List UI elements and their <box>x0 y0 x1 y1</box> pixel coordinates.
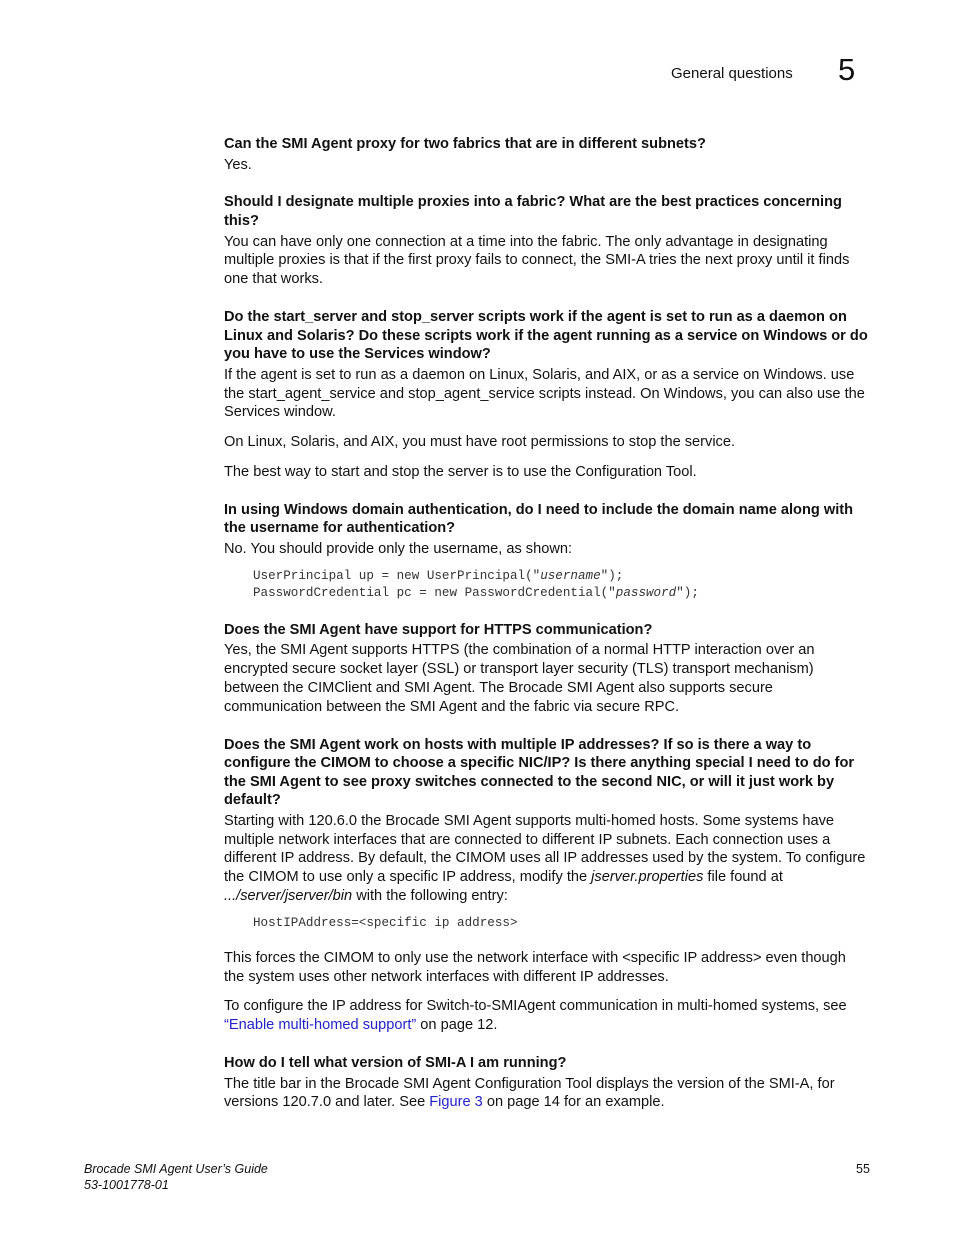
faq-question: In using Windows domain authentication, do I need to include the domain name along with the username for authentication? <box>224 501 854 537</box>
faq-answer: Starting with 120.6.0 the Brocade SMI Agent supports multi-homed hosts. Some systems have multiple network interfaces that are connected to different IP subnets. Each connection uses a different IP address. By default, the CIMOM uses all IP addresses used by the system. To configure the CIMOM to use only a specific IP address, modify the jserver.properties file found at .../server/jserver/bin with the following entry: <box>224 812 866 905</box>
link-enable-multi-homed-support[interactable]: “Enable multi-homed support” <box>224 1017 417 1034</box>
faq-question: Does the SMI Agent have support for HTTPS communication? <box>224 621 653 638</box>
faq-answer: The title bar in the Brocade SMI Agent Configuration Tool displays the version of the SMI-A, for versions 120.7.0 and later. See Figure 3 on page 14 for an example. <box>224 1075 835 1111</box>
code-block: HostIPAddress=<specific ip address> <box>253 915 518 930</box>
faq-answer: To configure the IP address for Switch-to-SMIAgent communication in multi-homed systems, see “Enable multi-homed support” on page 12. <box>224 998 847 1034</box>
faq-answer: The best way to start and stop the server is to use the Configuration Tool. <box>224 463 697 480</box>
faq-question: Does the SMI Agent work on hosts with multiple IP addresses? If so is there a way to configure the CIMOM to choose a specific NIC/IP? Is there anything special I need to do for the SMI Agent to see proxy switches connected to the second NIC, or will it just work by default? <box>224 736 855 809</box>
faq-answer: On Linux, Solaris, and AIX, you must have root permissions to stop the service. <box>224 434 736 451</box>
faq-question: How do I tell what version of SMI-A I am running? <box>224 1055 567 1072</box>
faq-answer: Yes, the SMI Agent supports HTTPS (the combination of a normal HTTP interaction over an encrypted secure socket layer (SSL) or transport layer security (TLS) transport mechanism) between the CIMClient and SMI Agent. The Brocade SMI Agent also supports secure communication between the SMI Agent and the fabric via secure RPC. <box>224 642 815 715</box>
footer-doc-number: 53-1001778-01 <box>84 1178 169 1192</box>
faq-question: Do the start_server and stop_server scripts work if the agent is set to run as a daemon on Linux and Solaris? Do these scripts work if the agent running as a service on Windows or do you have to use the Services window? <box>224 308 868 363</box>
footer-page-number: 55 <box>856 1162 870 1176</box>
header-chapter-number: 5 <box>838 52 856 87</box>
faq-answer: If the agent is set to run as a daemon on Linux, Solaris, and AIX, or as a service on Windows. use the start_agent_service and stop_agent_service scripts instead. On Windows, you can also use the Services window. <box>224 366 865 421</box>
footer-guide-title: Brocade SMI Agent User’s Guide <box>84 1162 268 1176</box>
faq-answer: You can have only one connection at a time into the fabric. The only advantage in designating multiple proxies is that if the first proxy fails to connect, the SMI-A tries the next proxy until it finds one that works. <box>224 233 850 288</box>
faq-content <box>224 135 870 1112</box>
code-block: UserPrincipal up = new UserPrincipal("username"); PasswordCredential pc = new PasswordCredential("password"); <box>253 568 699 600</box>
faq-question: Should I designate multiple proxies into a fabric? What are the best practices concerning this? <box>224 194 842 229</box>
faq-answer: This forces the CIMOM to only use the network interface with <specific IP address> even though the system uses other network interfaces with different IP addresses. <box>224 949 846 985</box>
faq-question: Can the SMI Agent proxy for two fabrics that are in different subnets? <box>224 136 706 152</box>
faq-answer: Yes. <box>224 156 252 173</box>
link-figure-3[interactable]: Figure 3 <box>429 1094 483 1111</box>
faq-answer: No. You should provide only the username, as shown: <box>224 540 573 557</box>
header-section-title: General questions <box>671 65 793 82</box>
